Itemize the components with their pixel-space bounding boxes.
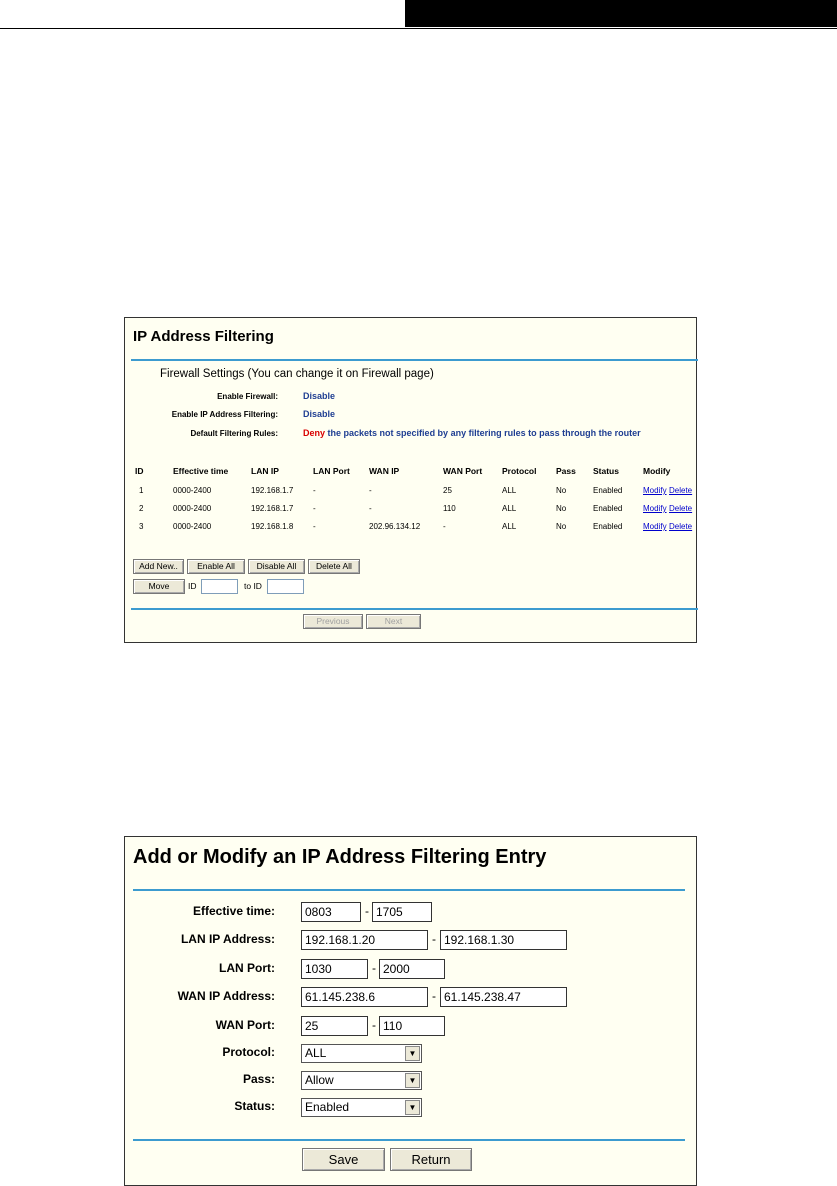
header-rule [0,28,837,29]
row-time: 0000-2400 [173,486,212,495]
move-from-id-input[interactable] [201,579,238,594]
row-wan-ip: 202.96.134.12 [369,522,421,531]
footer-divider [133,1139,685,1141]
move-button[interactable]: Move [133,579,185,594]
delete-link[interactable]: Delete [669,504,693,513]
delete-link[interactable]: Delete [669,522,693,531]
pass-label: Pass: [242,1072,275,1086]
effective-time-label: Effective time: [192,904,275,918]
save-button[interactable]: Save [302,1148,385,1171]
col-lan-ip: LAN IP [251,466,279,476]
entry-title: Add or Modify an IP Address Filtering Entry [133,846,547,868]
chevron-down-icon[interactable]: ▼ [405,1073,420,1088]
default-rules-text: the packets not specified by any filtering rules to pass through the router [327,428,641,438]
row-protocol: ALL [502,522,517,531]
wan-port-from-input[interactable]: 25 [301,1016,368,1036]
add-new-button[interactable]: Add New.. [133,559,184,574]
row-time: 0000-2400 [173,504,212,513]
protocol-select[interactable] [301,1044,422,1063]
panel-title: IP Address Filtering [133,328,274,345]
col-lan-port: LAN Port [313,466,350,476]
row-wan-ip: - [369,486,372,495]
delete-link[interactable]: Delete [669,486,693,495]
row-wan-port: - [443,522,446,531]
wan-ip-label: WAN IP Address: [177,989,275,1003]
row-lan-ip: 192.168.1.7 [251,486,294,495]
range-separator: - [432,989,436,1003]
modify-link[interactable]: Modify [643,504,667,513]
modify-link[interactable]: Modify [643,486,667,495]
row-pass: No [556,486,567,495]
lan-port-to-input[interactable]: 2000 [379,959,445,979]
add-modify-entry-panel [124,836,697,1186]
wan-port-label: WAN Port: [215,1018,275,1032]
col-modify: Modify [643,466,671,476]
disable-all-button[interactable]: Disable All [248,559,305,574]
footer-divider [131,608,698,610]
row-id: 3 [139,522,144,531]
wan-port-to-input[interactable]: 110 [379,1016,445,1036]
col-id: ID [135,466,144,476]
lan-port-label: LAN Port: [219,961,275,975]
title-divider [131,359,698,361]
col-status: Status [593,466,619,476]
status-label: Status: [234,1099,275,1113]
move-to-id-label: to ID [244,581,262,591]
pass-value: Allow [305,1073,334,1087]
row-lan-ip: 192.168.1.7 [251,504,294,513]
lan-port-from-input[interactable]: 1030 [301,959,368,979]
wan-ip-from-input[interactable]: 61.145.238.6 [301,987,428,1007]
col-wan-ip: WAN IP [369,466,400,476]
title-divider [133,889,685,891]
row-protocol: ALL [502,504,517,513]
enable-all-button[interactable]: Enable All [187,559,245,574]
return-button[interactable]: Return [390,1148,472,1171]
lan-ip-to-input[interactable]: 192.168.1.30 [440,930,567,950]
row-pass: No [556,504,567,513]
effective-time-to-input[interactable]: 1705 [372,902,432,922]
row-wan-port: 110 [443,504,456,513]
enable-ip-filtering-value: Disable [303,409,336,419]
modify-link[interactable]: Modify [643,522,667,531]
status-select[interactable] [301,1098,422,1117]
pass-select[interactable] [301,1071,422,1090]
status-value: Enabled [305,1100,350,1114]
move-to-id-input[interactable] [267,579,304,594]
row-lan-port: - [313,486,316,495]
row-status: Enabled [593,522,623,531]
firewall-settings-heading: Firewall Settings (You can change it on Firewall page) [160,368,434,380]
enable-firewall-value: Disable [303,391,336,401]
protocol-label: Protocol: [222,1045,275,1059]
header-black-bar [405,0,837,27]
default-rules-label: Default Filtering Rules: [190,429,278,438]
protocol-value: ALL [305,1046,327,1060]
default-rules-value [303,428,641,438]
range-separator: - [432,932,436,946]
delete-all-button[interactable]: Delete All [308,559,360,574]
next-button[interactable]: Next [366,614,421,629]
row-id: 2 [139,504,144,513]
col-protocol: Protocol [502,466,537,476]
lan-ip-label: LAN IP Address: [180,932,275,946]
enable-ip-filtering-label: Enable IP Address Filtering: [171,410,278,419]
ip-address-filtering-panel [124,317,697,643]
row-status: Enabled [593,504,623,513]
row-lan-port: - [313,522,316,531]
enable-firewall-label: Enable Firewall: [217,392,278,401]
row-lan-ip: 192.168.1.8 [251,522,294,531]
range-separator: - [365,904,369,918]
row-pass: No [556,522,567,531]
chevron-down-icon[interactable]: ▼ [405,1100,420,1115]
row-protocol: ALL [502,486,517,495]
row-wan-port: 25 [443,486,452,495]
row-time: 0000-2400 [173,522,212,531]
deny-text: Deny [303,428,326,438]
previous-button[interactable]: Previous [303,614,363,629]
effective-time-from-input[interactable]: 0803 [301,902,361,922]
range-separator: - [372,961,376,975]
row-id: 1 [139,486,144,495]
col-wan-port: WAN Port [443,466,483,476]
lan-ip-from-input[interactable]: 192.168.1.20 [301,930,428,950]
col-pass: Pass [556,466,576,476]
range-separator: - [372,1018,376,1032]
chevron-down-icon[interactable]: ▼ [405,1046,420,1061]
wan-ip-to-input[interactable]: 61.145.238.47 [440,987,567,1007]
row-wan-ip: - [369,504,372,513]
col-effective-time: Effective time [173,466,229,476]
move-id-label: ID [188,581,197,591]
row-lan-port: - [313,504,316,513]
row-status: Enabled [593,486,623,495]
